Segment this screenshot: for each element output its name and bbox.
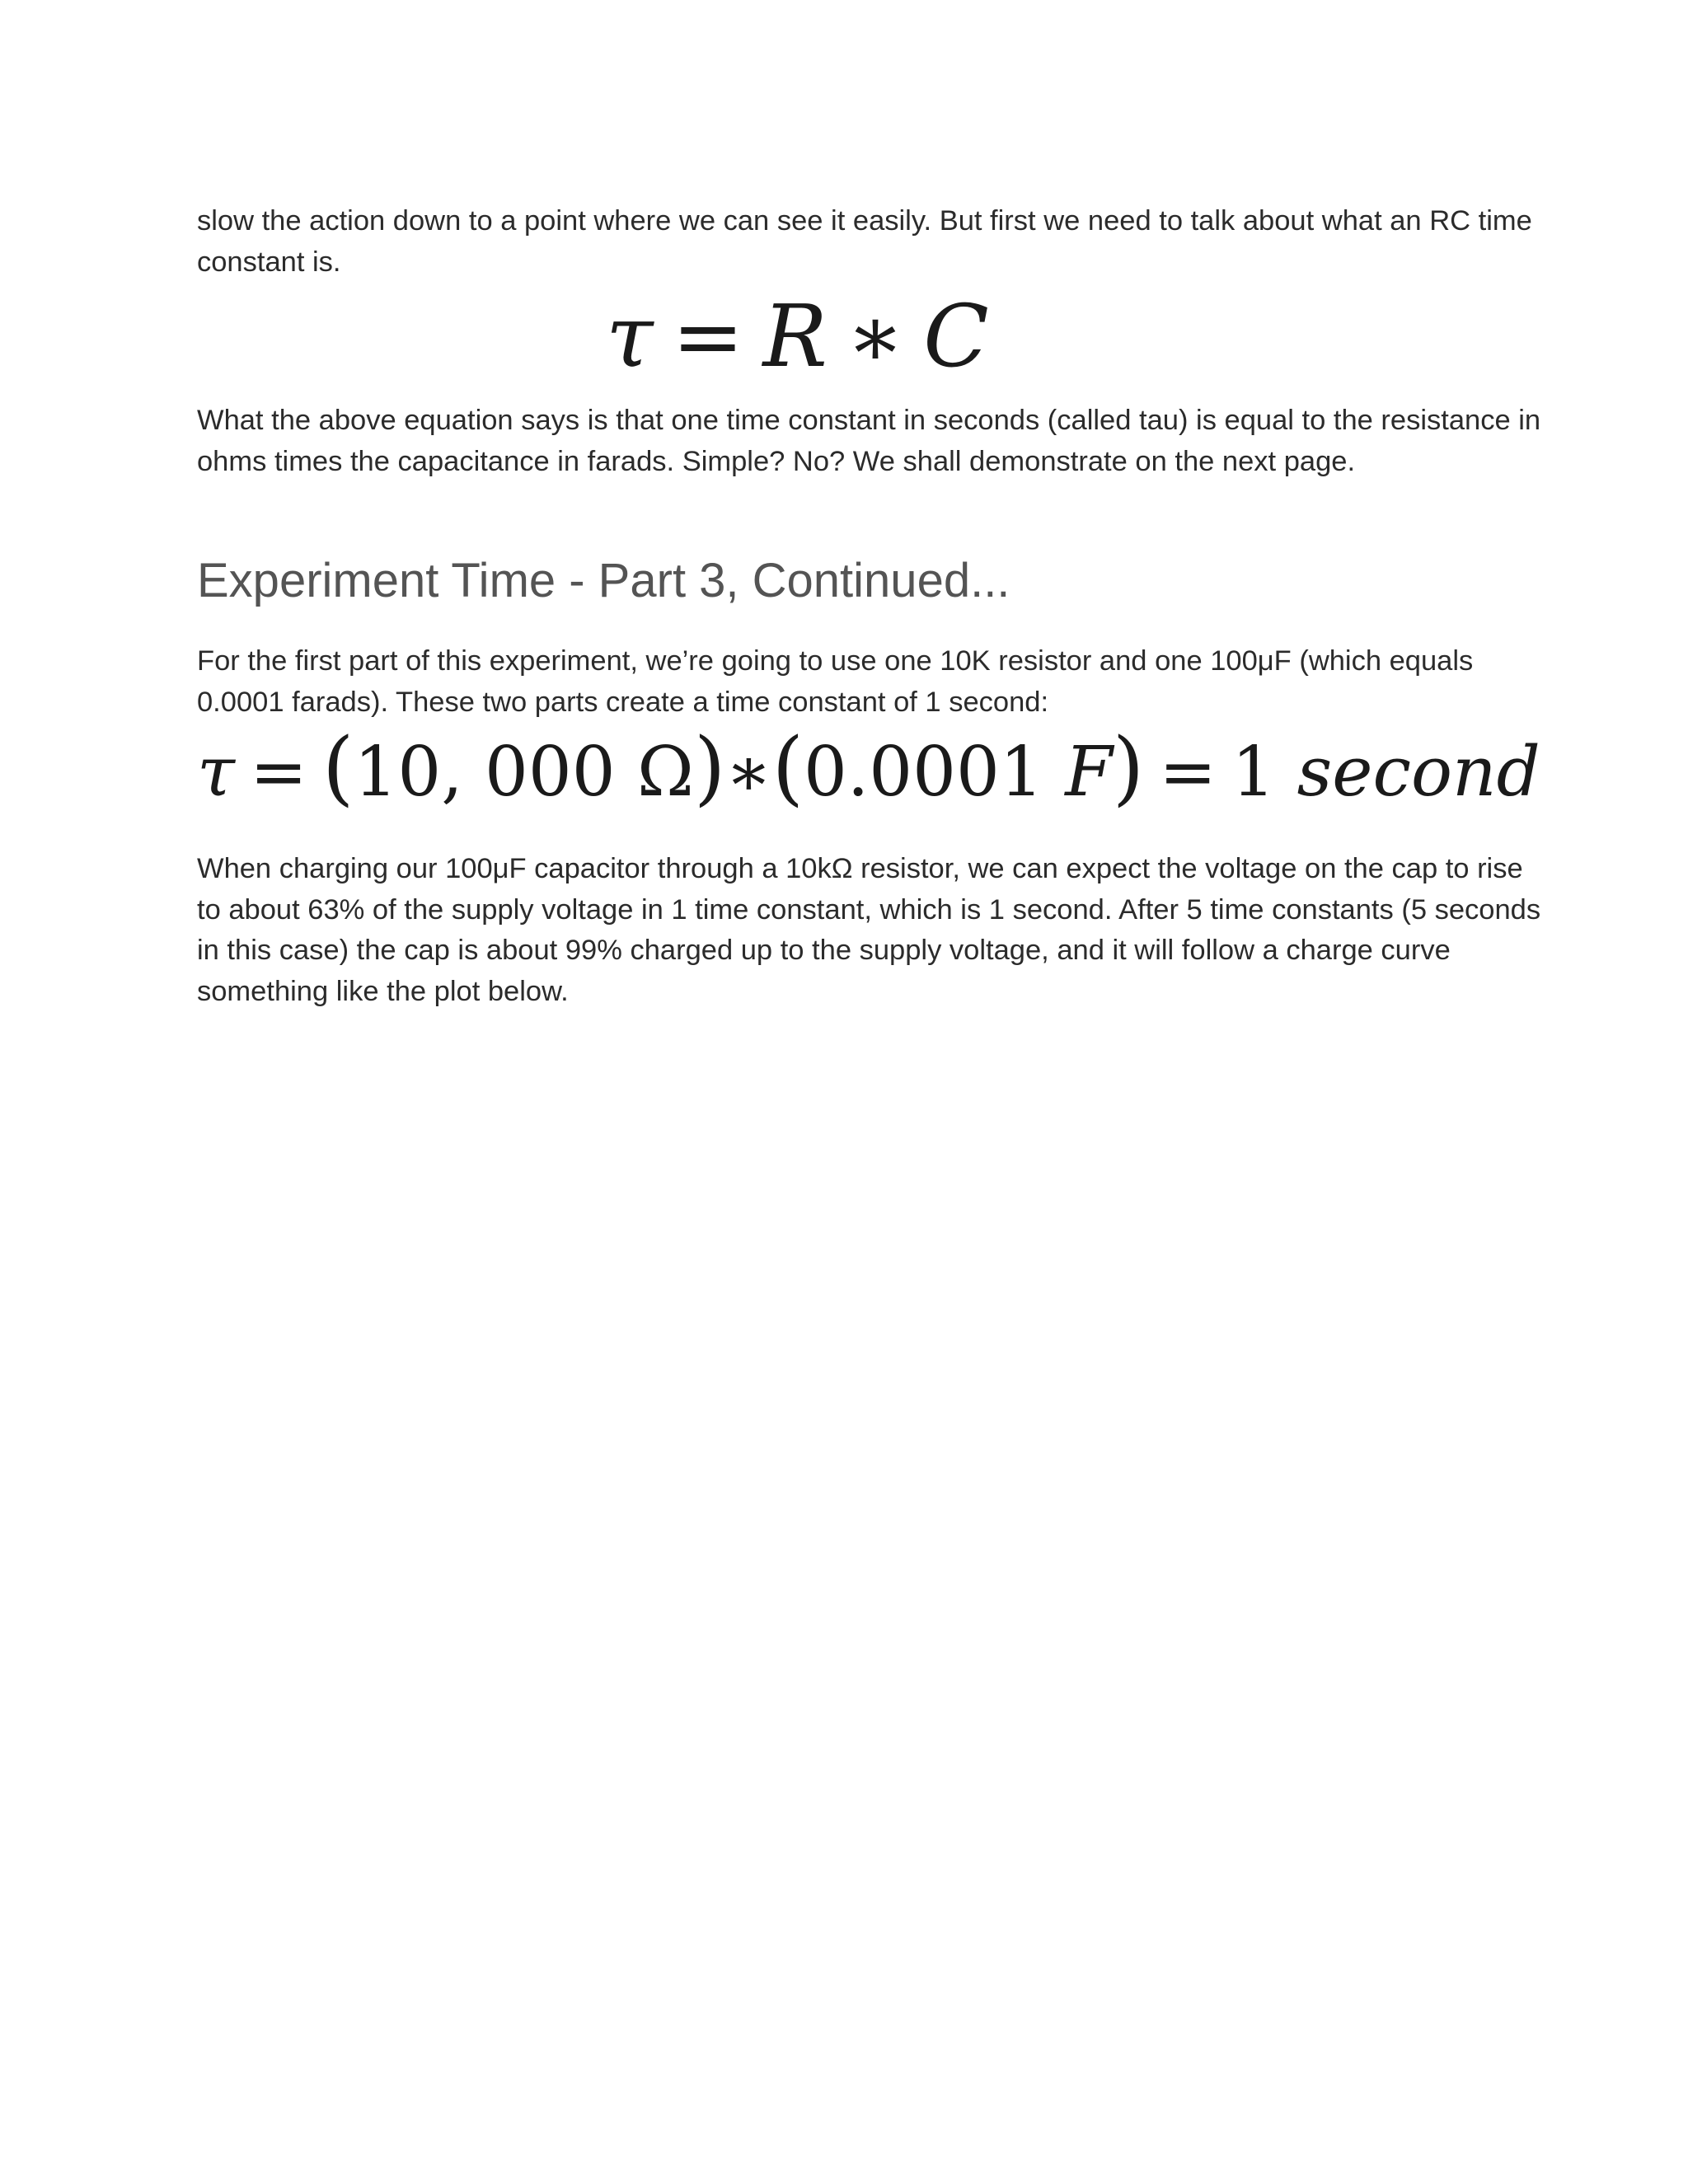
experiment-paragraph: For the first part of this experiment, we’re going to use one 10K resistor and one 100μF (which equals 0.0001 farads). These two parts create a time constant of 1 second: xyxy=(197,645,1474,718)
charging-paragraph: When charging our 100μF capacitor through a 10kΩ resistor, we can expect the voltage on the cap to rise to about 63% of the supply voltage in 1 time constant, which is 1 second. After 5 time constants (5 seconds in this case) the cap is about 99% charged up to the supply voltage, and it will follow a charge curve something like the plot below. xyxy=(197,853,1541,1007)
open-paren: ( xyxy=(771,721,804,815)
multiply-sign: ∗ xyxy=(725,731,772,812)
tau-symbol: τ xyxy=(606,286,654,387)
result-unit: second xyxy=(1296,731,1540,812)
tau-symbol: τ xyxy=(197,731,235,812)
farad-unit: F xyxy=(1065,731,1113,812)
multiply-sign: ∗ xyxy=(846,286,905,387)
equals-sign: = xyxy=(250,731,307,812)
capacitance-symbol: C xyxy=(923,286,989,387)
resistance-symbol: R xyxy=(762,286,828,387)
capacitance-value: 0.0001 xyxy=(803,731,1043,812)
time-constant-equation xyxy=(606,287,989,386)
result-value: 1 xyxy=(1231,731,1276,812)
equals-sign: = xyxy=(672,286,744,387)
close-paren: ) xyxy=(1112,721,1145,815)
resistance-value: 10, 000 Ω xyxy=(354,731,694,812)
open-paren: ( xyxy=(322,721,354,815)
explanation-paragraph: What the above equation says is that one time constant in seconds (called tau) is equal to the resistance in ohms times the capacitance in farads. Simple? No? We shall demonstrate on the next page. xyxy=(197,405,1541,477)
worked-example-equation xyxy=(197,721,1540,815)
intro-paragraph: slow the action down to a point where we can see it easily. But first we need to talk about what an RC time constant is. xyxy=(197,205,1532,278)
equals-sign: = xyxy=(1159,731,1217,812)
section-heading: Experiment Time - Part 3, Continued... xyxy=(197,554,1010,607)
close-paren: ) xyxy=(693,721,726,815)
